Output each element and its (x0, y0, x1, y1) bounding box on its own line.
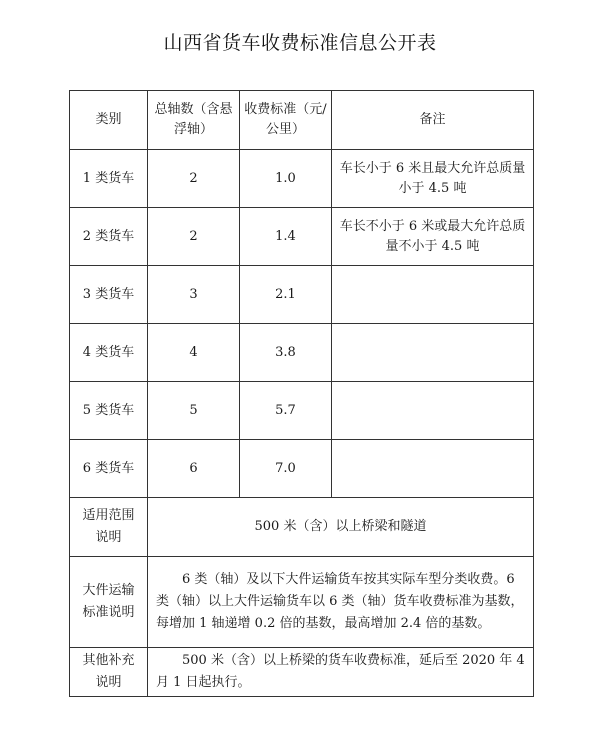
header-category: 类别 (70, 91, 148, 150)
category-cell: 3 类货车 (70, 266, 148, 324)
rate-cell: 1.0 (240, 150, 332, 208)
scope-row (70, 498, 534, 557)
category-cell: 2 类货车 (70, 208, 148, 266)
category-cell: 6 类货车 (70, 440, 148, 498)
table-row (70, 324, 534, 382)
remark-cell: 车长不小于 6 米或最大允许总质量不小于 4.5 吨 (332, 208, 534, 266)
table-header-row (70, 91, 534, 150)
rate-cell: 7.0 (240, 440, 332, 498)
table-row (70, 266, 534, 324)
remark-cell (332, 324, 534, 382)
category-cell: 5 类货车 (70, 382, 148, 440)
other-row (70, 648, 534, 697)
other-label: 其他补充说明 (70, 648, 148, 697)
scope-text: 500 米（含）以上桥梁和隧道 (148, 498, 534, 557)
remark-cell (332, 440, 534, 498)
table-row (70, 208, 534, 266)
remark-cell (332, 266, 534, 324)
table-row (70, 150, 534, 208)
table-row (70, 440, 534, 498)
oversize-row (70, 557, 534, 648)
table-row (70, 382, 534, 440)
rate-cell: 5.7 (240, 382, 332, 440)
header-axles: 总轴数（含悬浮轴） (148, 91, 240, 150)
other-text: 500 米（含）以上桥梁的货车收费标准，延后至 2020 年 4 月 1 日起执行。 (148, 648, 534, 697)
rate-cell: 2.1 (240, 266, 332, 324)
category-cell: 4 类货车 (70, 324, 148, 382)
remark-cell (332, 382, 534, 440)
axles-cell: 5 (148, 382, 240, 440)
axles-cell: 6 (148, 440, 240, 498)
header-rate: 收费标准（元/公里） (240, 91, 332, 150)
axles-cell: 4 (148, 324, 240, 382)
rate-cell: 1.4 (240, 208, 332, 266)
axles-cell: 2 (148, 150, 240, 208)
oversize-label: 大件运输标准说明 (70, 557, 148, 648)
axles-cell: 3 (148, 266, 240, 324)
category-cell: 1 类货车 (70, 150, 148, 208)
header-remark: 备注 (332, 91, 534, 150)
rate-cell: 3.8 (240, 324, 332, 382)
oversize-text: 6 类（轴）及以下大件运输货车按其实际车型分类收费。6 类（轴）以上大件运输货车以 6 类（轴）货车收费标准为基数，每增加 1 轴递增 0.2 倍的基数，最高增加 2.4 倍的基数。 (148, 557, 534, 648)
fee-table (69, 90, 534, 697)
remark-cell: 车长小于 6 米且最大允许总质量小于 4.5 吨 (332, 150, 534, 208)
axles-cell: 2 (148, 208, 240, 266)
scope-label: 适用范围说明 (70, 498, 148, 557)
page-title: 山西省货车收费标准信息公开表 (163, 32, 437, 54)
